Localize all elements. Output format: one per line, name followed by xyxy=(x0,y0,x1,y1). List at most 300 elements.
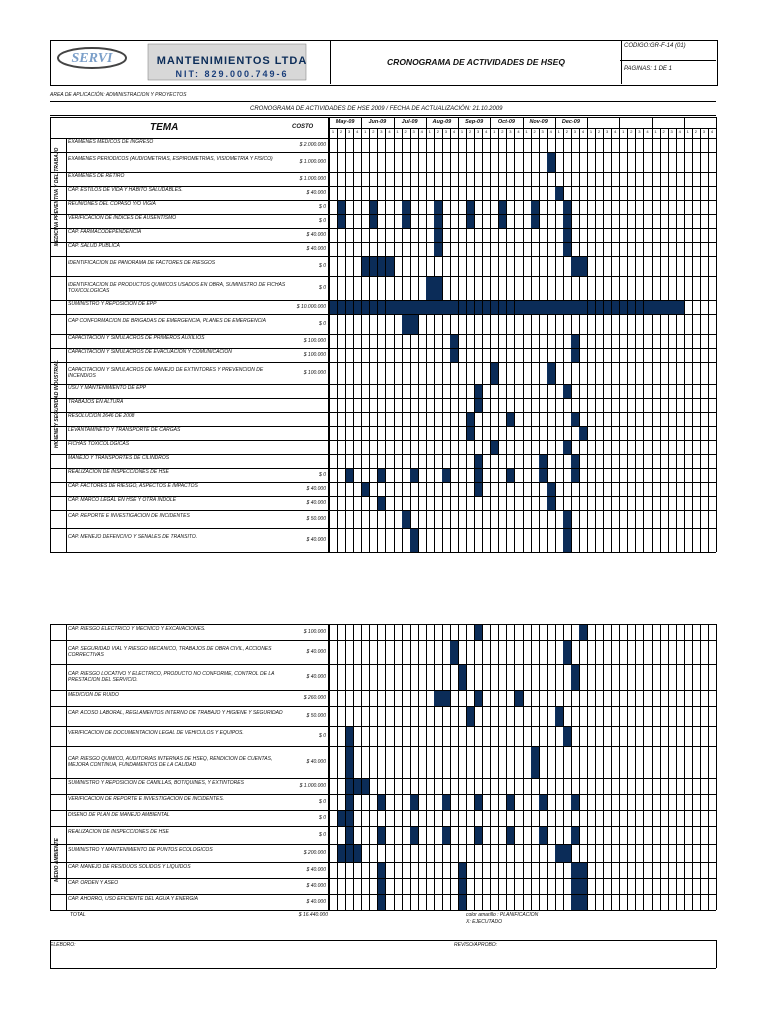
activity-label: IDENTIFICACION DE PANORAMA DE FACTORES DE RIESGOS xyxy=(68,260,216,266)
area-divider xyxy=(50,101,716,102)
schedule-cell-filled xyxy=(531,301,539,314)
activity-label: MEDICION DE RUIDO xyxy=(68,692,119,698)
schedule-cell-filled xyxy=(434,301,442,314)
activity-cost: $ 0 xyxy=(319,472,326,478)
schedule-cell-filled xyxy=(346,795,354,810)
schedule-cell-filled xyxy=(410,795,418,810)
schedule-cell-filled xyxy=(402,215,410,228)
activity-cost: $ 0 xyxy=(319,832,326,838)
schedule-cell-filled xyxy=(571,455,579,468)
week-line xyxy=(603,624,604,910)
activity-label: SUMINISTRO Y REPOSICION DE CAMILLAS, BOTIQUINES, Y EXTINTORES xyxy=(68,780,244,786)
signature-right xyxy=(716,940,717,968)
week-line xyxy=(547,624,548,910)
week-number: 2 xyxy=(501,129,504,134)
activity-cost: $ 50.000 xyxy=(306,516,326,522)
activity-label: CAPACITACION Y SIMULACROS DE EVACUACION Y COMUNICACIÓN xyxy=(68,349,232,355)
schedule-cell-filled xyxy=(338,811,346,826)
schedule-cell-filled xyxy=(410,301,418,314)
activity-label: IDENTIFICACION DE PRODUCTOS QUIMICOS USADOS EN OBRA, SUMINISTRO DE FICHAS TOXICOLOGICAS xyxy=(68,282,286,294)
month-header: Aug-09 xyxy=(432,119,452,125)
schedule-cell-filled xyxy=(426,277,434,300)
week-line xyxy=(676,624,677,910)
schedule-cell-filled xyxy=(507,301,515,314)
activity-cost: $ 100.000 xyxy=(303,338,326,344)
week-line xyxy=(563,624,564,910)
activity-label: CAP. ORDEN Y ASEO xyxy=(68,880,119,886)
schedule-cell-filled xyxy=(378,895,386,910)
schedule-cell-filled xyxy=(547,497,555,510)
week-number: 3 xyxy=(509,129,512,134)
schedule-cell-filled xyxy=(362,483,370,496)
week-line xyxy=(490,624,491,910)
column-header-costo: COSTO xyxy=(292,124,314,130)
schedule-cell-filled xyxy=(410,827,418,844)
week-line xyxy=(595,624,596,910)
section-label: MEDICINA PREVENTIVA Y DEL TRABAJO xyxy=(54,147,60,247)
section-divider xyxy=(66,624,67,910)
schedule-cell-filled xyxy=(442,691,450,706)
document-title: CRONOGRAMA DE ACTIVIDADES DE HSEQ xyxy=(330,40,622,84)
month-header: May-09 xyxy=(335,119,355,125)
schedule-cell-filled xyxy=(475,625,483,640)
week-number: 3 xyxy=(638,129,641,134)
schedule-cell-filled xyxy=(660,301,668,314)
schedule-cell-filled xyxy=(338,845,346,862)
schedule-cell-filled xyxy=(434,243,442,256)
week-line xyxy=(458,117,459,552)
activity-label: DISEÑO DE PLAN DE MANEJO AMBIENTAL xyxy=(68,812,170,818)
schedule-cell-filled xyxy=(555,301,563,314)
column-header-tema: TEMA xyxy=(150,122,179,133)
schedule-cell-filled xyxy=(467,707,475,726)
schedule-cell-filled xyxy=(434,229,442,242)
schedule-cell-filled xyxy=(346,727,354,746)
activity-cost: $ 40.000 xyxy=(306,486,326,492)
schedule-cell-filled xyxy=(475,483,483,496)
week-number: 4 xyxy=(678,129,681,134)
schedule-cell-filled xyxy=(450,641,458,664)
schedule-cell-filled xyxy=(571,895,579,910)
activity-cost: $ 40.000 xyxy=(306,883,326,889)
week-line xyxy=(627,624,628,910)
schedule-cell-filled xyxy=(571,863,579,878)
week-number: 3 xyxy=(348,129,351,134)
week-line xyxy=(490,117,491,552)
schedule-cell-filled xyxy=(410,315,418,334)
signature-bottom xyxy=(50,968,716,969)
schedule-cell-filled xyxy=(547,483,555,496)
week-number: 2 xyxy=(597,129,601,134)
schedule-cell-filled xyxy=(539,301,547,314)
legend-executed: X: EJECUTADO xyxy=(466,919,503,925)
week-number: 4 xyxy=(614,129,617,134)
week-line xyxy=(369,128,370,552)
schedule-cell-filled xyxy=(370,201,378,214)
schedule-cell-filled xyxy=(402,201,410,214)
logo-nit: NIT: 829.000.749-6 xyxy=(175,69,289,79)
schedule-cell-filled xyxy=(571,469,579,482)
schedule-cell-filled xyxy=(652,301,660,314)
grid-line xyxy=(50,152,716,153)
schedule-cell-filled xyxy=(539,469,547,482)
schedule-cell-filled xyxy=(442,827,450,844)
schedule-cell-filled xyxy=(467,215,475,228)
activity-label: CAP. MANEJO DE RESIDUOS SOLIDOS Y LIQUIDOS xyxy=(68,864,191,870)
schedule-cell-filled xyxy=(434,215,442,228)
activity-cost: $ 100.000 xyxy=(303,370,326,376)
activity-label: CAP. MENEJO DEFENCIVO Y SEÑALES DE TRANSITO. xyxy=(68,534,198,540)
week-line xyxy=(555,117,556,552)
schedule-cell-filled xyxy=(539,795,547,810)
schedule-cell-filled xyxy=(467,413,475,426)
schedule-cell-filled xyxy=(507,827,515,844)
week-line xyxy=(523,624,524,910)
schedule-cell-filled xyxy=(402,511,410,528)
week-line xyxy=(684,117,685,552)
activity-label: CAP. RIESGO QUIMICO, AUDITORIAS INTERNAS DE HSEQ, RENDICION DE CUENTAS, MEJORA CONTINUA, FUNDAMENTOS DE LA CALIDAD xyxy=(68,756,273,768)
activity-label: CAP. RIESGO LOCATIVO Y ELECTRICO, PRODUCTO NO CONFORME, CONTROL DE LA PRESTACION DEL SERVICIO. xyxy=(68,671,275,683)
schedule-cell-filled xyxy=(507,795,515,810)
schedule-cell-filled xyxy=(370,301,378,314)
activity-label: CAP. ACOSO LABORAL, REGLAMENTOS INTERNO DE TRABAJO Y HIGIENE Y SEGURIDAD xyxy=(68,710,283,716)
week-line xyxy=(482,624,483,910)
activity-label: SUMINISTRO Y MANTENIMIENTO DE PUNTOS ECOLOGICOS xyxy=(68,847,213,853)
activity-label: CAP. SEGURIDAD VIAL Y RIESGO MECANICO, TRABAJOS DE OBRA CIVIL, ACCIONES CORRECTIVAS xyxy=(68,646,272,658)
week-number: 2 xyxy=(372,129,375,134)
activity-label: REUNIONES DEL COPASO Y/O VIGIA xyxy=(68,201,156,207)
week-line xyxy=(716,117,717,552)
week-number: 1 xyxy=(493,129,496,134)
week-line xyxy=(337,128,338,552)
week-number: 1 xyxy=(331,129,335,134)
activity-cost: $ 0 xyxy=(319,218,326,224)
week-number: 3 xyxy=(702,129,706,134)
schedule-cell-filled xyxy=(515,301,523,314)
week-line xyxy=(410,624,411,910)
schedule-cell-filled xyxy=(531,215,539,228)
activity-cost: $ 0 xyxy=(319,321,326,327)
schedule-cell-filled xyxy=(491,441,499,454)
schedule-cell-filled xyxy=(531,747,539,778)
week-number: 4 xyxy=(388,129,391,134)
activity-cost: $ 40.000 xyxy=(306,649,326,655)
section-label: MEDIO AMBIENTE xyxy=(54,838,60,882)
activity-label: CAP. FACTORES DE RIESGO, ASPECTOS E IMPACTOS xyxy=(68,483,198,489)
company-logo xyxy=(52,42,328,82)
week-number: 3 xyxy=(670,129,673,134)
schedule-cell-filled xyxy=(571,349,579,362)
week-number: 4 xyxy=(452,129,456,134)
week-line xyxy=(643,128,644,552)
schedule-cell-filled xyxy=(571,879,579,894)
activity-cost: $ 0 xyxy=(319,799,326,805)
schedule-cell-filled xyxy=(338,215,346,228)
week-line xyxy=(402,128,403,552)
schedule-cell-filled xyxy=(507,413,515,426)
schedule-cell-filled xyxy=(459,863,467,878)
week-number: 1 xyxy=(686,129,689,134)
activity-label: CAP CONFORMACION DE BRIGADAS DE EMERGENCIA, PLANES DE EMERGENCIA xyxy=(68,318,266,324)
week-line xyxy=(595,128,596,552)
week-line xyxy=(434,128,435,552)
schedule-cell-filled xyxy=(475,455,483,468)
week-number: 2 xyxy=(436,129,439,134)
week-line xyxy=(531,128,532,552)
schedule-cell-filled xyxy=(579,879,587,894)
schedule-cell-filled xyxy=(378,863,386,878)
activity-cost: $ 10.000.000 xyxy=(296,304,326,310)
activity-label: CAP. ESTILOS DE VIDA Y HABITO SALUDABLES. xyxy=(68,187,183,193)
elaboro-label: ELEBORO: xyxy=(50,942,76,948)
schedule-cell-filled xyxy=(346,779,354,794)
schedule-cell-filled xyxy=(402,301,410,314)
schedule-cell-filled xyxy=(362,301,370,314)
schedule-cell-filled xyxy=(346,827,354,844)
week-number: 4 xyxy=(710,129,714,134)
schedule-cell-filled xyxy=(346,301,354,314)
schedule-cell-filled xyxy=(563,641,571,664)
week-line xyxy=(668,624,669,910)
week-line xyxy=(329,117,330,552)
activity-cost: $ 0 xyxy=(319,285,326,291)
schedule-cell-filled xyxy=(475,385,483,398)
week-line xyxy=(619,624,620,910)
activity-label: CAP. SALUD PUBLICA xyxy=(68,243,120,249)
week-line xyxy=(466,624,467,910)
week-number: 2 xyxy=(630,129,633,134)
activity-cost: $ 0 xyxy=(319,204,326,210)
schedule-cell-filled xyxy=(354,845,362,862)
activity-label: VERIFICACION DE REPORTE E INVESTIGACION DE INCIDENTES. xyxy=(68,796,225,802)
activity-cost: $ 200.000 xyxy=(303,850,326,856)
schedule-cell-filled xyxy=(563,243,571,256)
month-header: Sep-09 xyxy=(465,119,484,125)
schedule-cell-filled xyxy=(467,427,475,440)
schedule-cell-filled xyxy=(378,795,386,810)
subtitle-divider xyxy=(50,115,716,116)
schedule-cell-filled xyxy=(491,363,499,384)
week-line xyxy=(555,624,556,910)
week-line xyxy=(377,128,378,552)
week-line xyxy=(668,128,669,552)
week-number: 4 xyxy=(581,129,585,134)
week-line xyxy=(700,128,701,552)
schedule-cell-filled xyxy=(515,691,523,706)
week-line xyxy=(369,624,370,910)
activity-label: EXAMENES MEDICOS DE INGRESO xyxy=(68,139,154,145)
week-line xyxy=(708,624,709,910)
schedule-cell-filled xyxy=(579,257,587,276)
week-number: 2 xyxy=(339,129,343,134)
activity-cost: $ 1.000.000 xyxy=(299,783,326,789)
week-line xyxy=(684,624,685,910)
week-line xyxy=(498,128,499,552)
week-line xyxy=(418,128,419,552)
week-number: 4 xyxy=(485,129,488,134)
week-line xyxy=(353,128,354,552)
week-number: 2 xyxy=(533,129,536,134)
activity-label: CAP. MARCO LEGAL EN HSE Y OTRA INDOLE xyxy=(68,497,177,503)
week-line xyxy=(418,624,419,910)
activity-label: REALIZACION DE INSPECCIONES DE HSE xyxy=(68,829,169,835)
schedule-cell-filled xyxy=(523,301,531,314)
schedule-cell-filled xyxy=(571,335,579,348)
grid-line xyxy=(50,510,716,511)
week-number: 1 xyxy=(460,129,464,134)
week-line xyxy=(627,128,628,552)
week-line xyxy=(345,128,346,552)
schedule-cell-filled xyxy=(434,277,442,300)
week-number: 4 xyxy=(517,129,520,134)
week-line xyxy=(579,128,580,552)
schedule-cell-filled xyxy=(571,257,579,276)
activity-label: EXAMENES DE RETIRO xyxy=(68,173,125,179)
week-line xyxy=(482,128,483,552)
week-number: 3 xyxy=(477,129,480,134)
schedule-cell-filled xyxy=(604,301,612,314)
schedule-cell-filled xyxy=(442,469,450,482)
week-line xyxy=(498,624,499,910)
week-number: 3 xyxy=(412,129,415,134)
page-count: PAGINAS: 1 DE 1 xyxy=(624,66,672,72)
week-line xyxy=(410,128,411,552)
activity-label: LEVANTAMINETO Y TRANSPORTE DE CARGAS xyxy=(68,427,181,433)
month-header: Nov-09 xyxy=(529,119,548,125)
week-line xyxy=(506,624,507,910)
activity-label: CAP. RIESGO ELECTRICO Y MECNICO Y EXCAVACIONES. xyxy=(68,626,206,632)
week-number: 2 xyxy=(404,129,407,134)
schedule-cell-filled xyxy=(410,469,418,482)
week-line xyxy=(426,624,427,910)
grid-line xyxy=(50,362,716,363)
schedule-cell-filled xyxy=(362,257,370,276)
week-line xyxy=(716,624,717,910)
week-line xyxy=(539,624,540,910)
activity-cost: $ 40.000 xyxy=(306,190,326,196)
schedule-cell-filled xyxy=(531,201,539,214)
section-divider xyxy=(66,138,67,552)
logo-subtitle: MANTENIMIENTOS LTDA xyxy=(156,55,308,67)
schedule-cell-filled xyxy=(442,795,450,810)
month-header: Jul-09 xyxy=(401,119,418,125)
schedule-cell-filled xyxy=(588,301,596,314)
schedule-cell-filled xyxy=(370,257,378,276)
week-line xyxy=(402,624,403,910)
week-line xyxy=(514,128,515,552)
activity-label: MANEJO Y TRANSPORTES DE CILINDROS xyxy=(68,455,170,461)
grid-line xyxy=(50,117,716,118)
schedule-cell-filled xyxy=(507,469,515,482)
week-number: 1 xyxy=(364,129,367,134)
schedule-cell-filled xyxy=(378,301,386,314)
week-line xyxy=(394,117,395,552)
activity-cost: $ 0 xyxy=(319,733,326,739)
schedule-cell-filled xyxy=(547,363,555,384)
total-label: TOTAL xyxy=(70,912,86,918)
activity-label: RESOLUCION 2646 DE 2008 xyxy=(68,413,135,419)
schedule-cell-filled xyxy=(370,215,378,228)
schedule-cell-filled xyxy=(571,665,579,690)
week-number: 3 xyxy=(573,129,577,134)
week-line xyxy=(676,128,677,552)
activity-cost: $ 2.000.000 xyxy=(299,142,326,148)
week-line xyxy=(466,128,467,552)
week-line xyxy=(523,117,524,552)
week-line xyxy=(353,624,354,910)
schedule-cell-filled xyxy=(620,301,628,314)
activity-cost: $ 1.000.000 xyxy=(299,176,326,182)
schedule-cell-filled xyxy=(354,301,362,314)
schedule-cell-filled xyxy=(563,301,571,314)
schedule-cell-filled xyxy=(636,301,644,314)
section-label: HIGIENE Y SEGURIDAD INDUSTRIAL xyxy=(54,359,60,449)
week-line xyxy=(337,624,338,910)
schedule-cell-filled xyxy=(338,301,346,314)
week-number: 3 xyxy=(444,129,448,134)
schedule-cell-filled xyxy=(579,863,587,878)
schedule-cell-filled xyxy=(450,335,458,348)
schedule-cell-filled xyxy=(539,455,547,468)
schedule-cell-filled xyxy=(539,827,547,844)
month-header: Dec-09 xyxy=(561,119,580,125)
schedule-cell-filled xyxy=(378,469,386,482)
week-number: 1 xyxy=(622,129,625,134)
signature-top xyxy=(50,940,716,941)
activity-label: TRABAJOS EN ALTURA xyxy=(68,399,124,405)
schedule-cell-filled xyxy=(338,201,346,214)
schedule-cell-filled xyxy=(386,301,394,314)
schedule-cell-filled xyxy=(426,301,434,314)
schedule-cell-filled xyxy=(386,257,394,276)
activity-cost: $ 100.000 xyxy=(303,352,326,358)
schedule-cell-filled xyxy=(563,441,571,454)
schedule-cell-filled xyxy=(450,301,458,314)
schedule-cell-filled xyxy=(563,845,571,862)
schedule-cell-filled xyxy=(555,187,563,200)
activity-label: SUMINISTRO Y REPOSICION DE EPP xyxy=(68,301,157,307)
schedule-cell-filled xyxy=(434,691,442,706)
schedule-cell-filled xyxy=(563,727,571,746)
week-number: 3 xyxy=(541,129,544,134)
schedule-cell-filled xyxy=(459,895,467,910)
week-number: 1 xyxy=(654,129,657,134)
schedule-cell-filled xyxy=(499,201,507,214)
schedule-cell-filled xyxy=(563,385,571,398)
schedule-cell-filled xyxy=(330,301,338,314)
week-line xyxy=(539,128,540,552)
activity-cost: $ 40.000 xyxy=(306,537,326,543)
week-line xyxy=(563,128,564,552)
schedule-cell-filled xyxy=(475,691,483,706)
schedule-cell-filled xyxy=(459,879,467,894)
schedule-cell-filled xyxy=(346,747,354,778)
application-area: AREA DE APLICACIÓN: ADMINISTRACION Y PROYECTOS xyxy=(50,92,187,98)
schedule-cell-filled xyxy=(579,625,587,640)
schedule-cell-filled xyxy=(378,497,386,510)
schedule-cell-filled xyxy=(483,301,491,314)
left-border xyxy=(50,624,51,910)
schedule-cell-filled xyxy=(362,779,370,794)
schedule-cell-filled xyxy=(459,301,467,314)
schedule-cell-filled xyxy=(394,301,402,314)
activity-cost: $ 40.000 xyxy=(306,232,326,238)
week-line xyxy=(385,624,386,910)
schedule-cell-filled xyxy=(499,215,507,228)
schedule-cell-filled xyxy=(418,301,426,314)
activity-label: VERIFICACION DE INDICES DE AUSENTISMO xyxy=(68,215,177,221)
week-line xyxy=(652,624,653,910)
